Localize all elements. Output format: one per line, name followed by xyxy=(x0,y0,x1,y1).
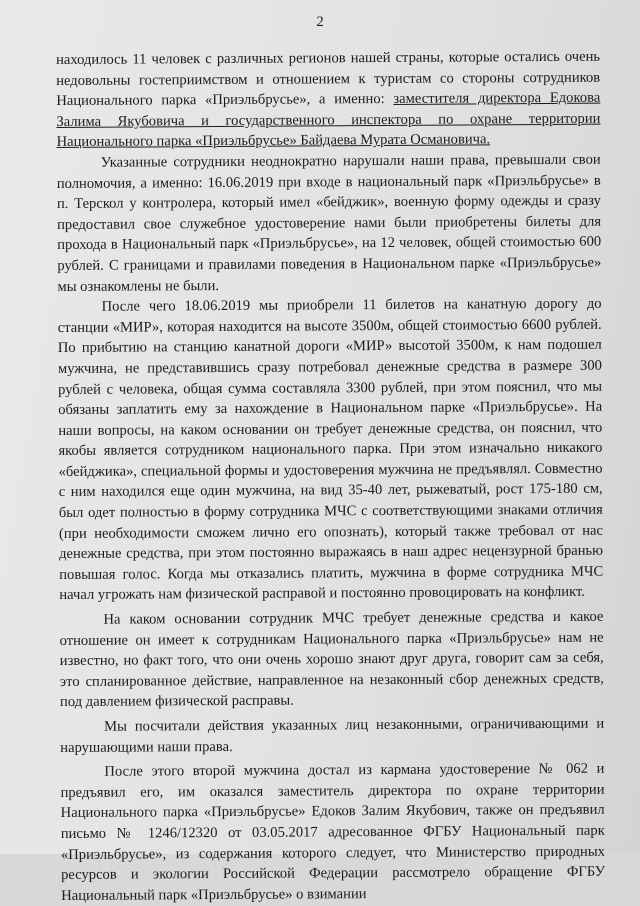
paragraph-2: Указанные сотрудники неоднократно нарушали наши права, превышали свои полномочия, а именно: 16.06.2019 при входе в национальный парк «Приэльбрусье» в п. Терскол у контролера, который имел «бейджик», военную форму одежды и сразу предоставил свое служебное удостоверение нами были приобретены билеты для прохода в Национальный парк «Приэльбрусье», на 12 человек, общей стоимостью 600 рублей. С границами и правилами поведения в Национальном парке «Приэльбрусье» мы ознакомлены не были. xyxy=(56,151,602,295)
paragraph-1-text: находилось 11 человек с различных регионов нашей страны, которые остались очень недовольны гостеприимством и отношением к туристам со стороны сотрудников Национального парка «Приэльбрусье», а именно: xyxy=(56,48,601,110)
paragraph-6: После этого второй мужчина достал из кармана удостоверение № 062 и предъявил его, им оказался заместитель директора по охране территории Национального парка «Приэльбрусье» Едоков Залим Якубович, также он предъявил письмо № 1246/12320 от 03.05.2017 адресованное ФГБУ Национальный парк «Приэльбрусье», из содержания которого следует, что Министерство природных ресурсов и экологии Российской Федерации рассмотрело обращение ФГБУ Национальный парк «Приэльбрусье» о взимании xyxy=(60,760,606,904)
paragraph-1 xyxy=(56,47,601,153)
paragraph-1-underlined-text: заместителя директора Едокова Залима Якубовича и государственного инспектора по охране территории Национального парка «Приэльбрусье» Байдаева Мурата Османовича. xyxy=(56,89,601,151)
document-body xyxy=(56,47,605,906)
page-number: 2 xyxy=(316,14,324,30)
paragraph-5: Мы посчитали действия указанных лиц незаконными, ограничивающими и нарушающими наши права. xyxy=(60,715,605,756)
paragraph-4: На каком основании сотрудник МЧС требует денежные средства и какое отношение он имеет к сотрудникам Национального парка «Приэльбрусье» нам не известно, но факт того, что они очень хорошо знают друг друга, говорит сам за себя, это спланированное действие, направленное на незаконный сбор денежных средств, под давлением физической расправы. xyxy=(59,608,604,711)
paragraph-3: После чего 18.06.2019 мы приобрели 11 билетов на канатную дорогу до станции «МИР», которая находится на высоте 3500м, общей стоимостью 6600 рублей. По прибытию на станцию канатной дороги «МИР» высотой 3500м, к нам подошел мужчина, не представившись сразу потребовал денежные средства в размере 300 рублей с человека, общая сумма составляла 3300 рублей, при этом пояснил, что мы обязаны заплатить ему за нахождение в Национальном парке «Приэльбрусье». На наши вопросы, на каком основании он требует денежные средства, он пояснил, что якобы является сотрудником национального парка. При этом изначально никакого «бейджика», специальной формы и удостоверения мужчина не предъявлял. Совместно с ним находился еще один мужчина, на вид 35-40 лет, рыжеватый, рост 175-180 см, был одет полностью в форму сотрудника МЧС с соответствующими знаками отличия (при необходимости сможем лично его опознать), который также требовал от нас денежные средства, при этом постоянно выражаясь в наш адрес нецензурной бранью повышая голос. Когда мы отказались платить, мужчина в форме сотрудника МЧС начал угрожать нам физической расправой и постоянно провоцировать на конфликт. xyxy=(57,295,604,604)
